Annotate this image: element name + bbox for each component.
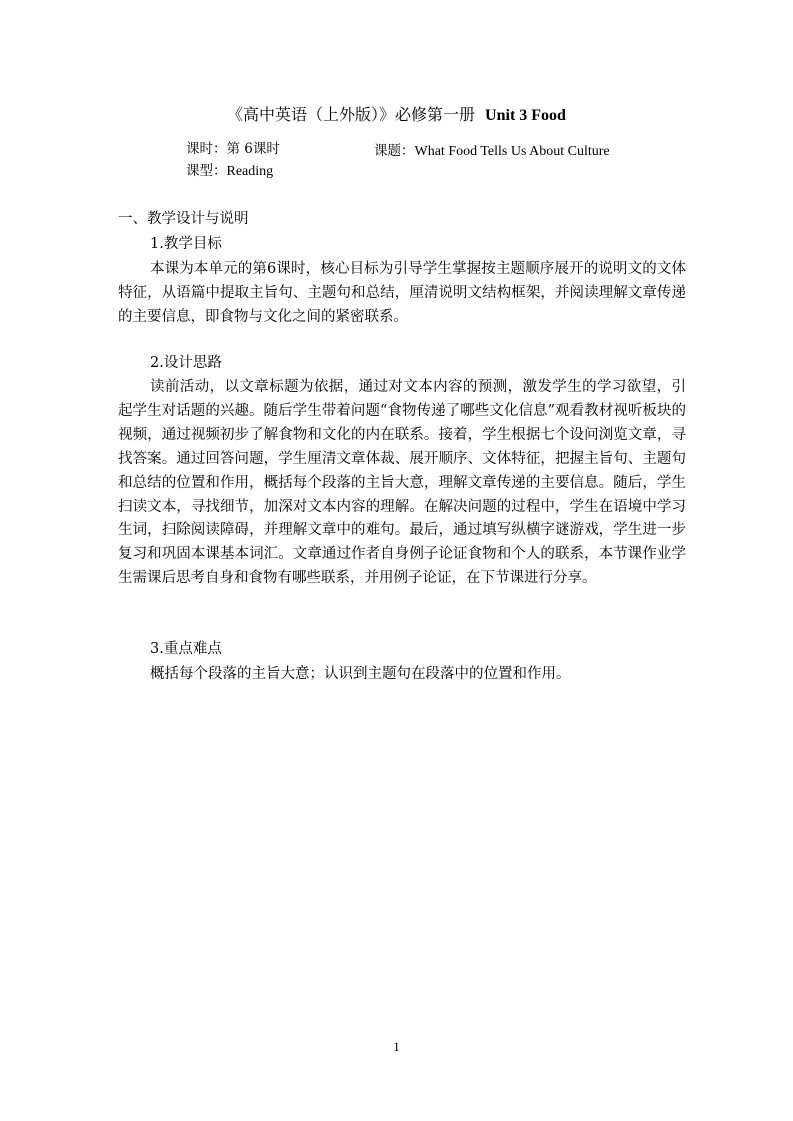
lesson-topic-value: What Food Tells Us About Culture [414,144,610,159]
document-title [0,104,793,127]
subsection-heading-objectives: 1.教学目标 [150,236,222,252]
lesson-topic-label: 课题： [374,143,415,159]
lesson-type [186,161,273,182]
subsection-heading-design: 2.设计思路 [150,355,222,371]
paragraph-design: 读前活动，以文章标题为依据，通过对文本内容的预测，激发学生的学习欲望，引起学生对话题的兴趣。随后学生带着问题“食物传递了哪些文化信息”观看教材视听板块的视频，通过视频初步了解食物和文化的内在联系。接着，学生根据七个设问浏览文章，寻找答案。通过回答问题，学生厘清文章体裁、展开顺序、文体特征，把握主旨句、主题句和总结的位置和作用，概括每个段落的主旨大意，理解文章传递的主要信息。随后，学生扫读文本，寻找细节，加深对文本内容的理解。在解决问题的过程中，学生在语境中学习生词，扫除阅读障碍，并理解文章中的难句。最后，通过填写纵横字谜游戏，学生进一步复习和巩固本课基本词汇。文章通过作者自身例子论证食物和个人的联系，本节课作业学生需课后思考自身和食物有哪些联系，并用例子论证，在下节课进行分享。 [118,379,686,587]
lesson-hours: 课时：第 6课时 [186,141,280,157]
lesson-type-label: 课型： [186,163,227,179]
paragraph-objectives: 本课为本单元的第6课时，核心目标为引导学生掌握按主题顺序展开的说明文的文体特征，从语篇中提取主旨句、主题句和总结，厘清说明文结构框架，并阅读理解文章传递的主要信息，即食物与文化之间的紧密联系。 [118,261,686,325]
subsection-heading-key-points: 3.重点难点 [150,641,222,657]
lesson-topic [374,141,610,162]
page-number: 1 [393,1039,400,1054]
lesson-type-value: Reading [226,164,274,179]
paragraph-key-points: 概括每个段落的主旨大意；认识到主题句在段落中的位置和作用。 [150,666,571,682]
document-title-text: 《高中英语（上外版）》必修第一册 [227,105,476,124]
section-heading: 一、教学设计与说明 [118,211,249,227]
unit-title: Unit 3 Food [485,107,566,124]
